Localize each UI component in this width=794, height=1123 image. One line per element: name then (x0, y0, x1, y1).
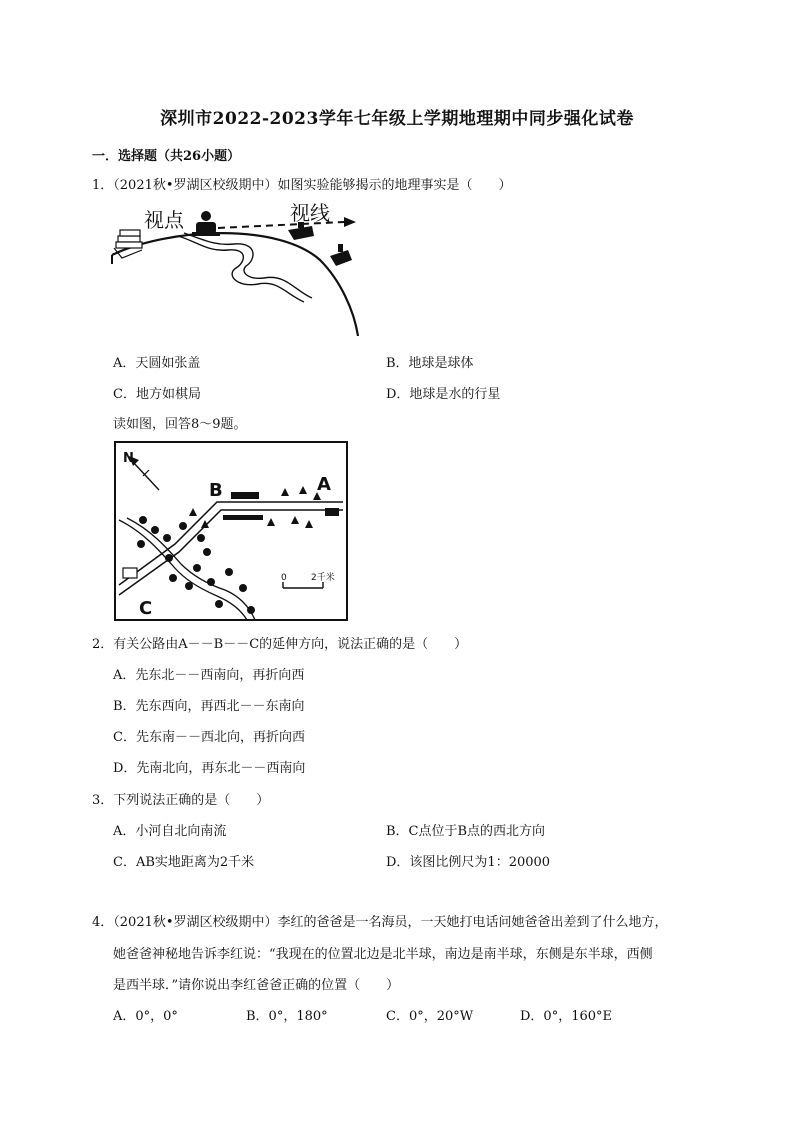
books-icon (114, 230, 142, 258)
q3-option-d[interactable]: D．该图比例尺为1：20000 (386, 855, 551, 870)
observer-icon (192, 211, 220, 236)
north-label: N (123, 451, 134, 466)
q4-option-a[interactable]: A．0°，0° (113, 1009, 178, 1024)
horizon-experiment-figure (108, 200, 366, 340)
road-map-figure (113, 440, 349, 622)
q4-option-b[interactable]: B．0°，180° (246, 1009, 328, 1024)
scale-zero-label: 0 (281, 573, 287, 583)
question-4-stem-line-3: 是西半球．”请你说出李红爸爸正确的位置（ ） (113, 978, 400, 993)
q1-option-b[interactable]: B．地球是球体 (386, 356, 474, 371)
question-2-stem: 2．有关公路由A－－B－－C的延伸方向，说法正确的是（ ） (92, 637, 468, 652)
q1-option-d[interactable]: D．地球是水的行星 (386, 387, 501, 402)
q2-option-b[interactable]: B．先东西向，再西北－－东南向 (113, 699, 305, 714)
sightline-label: 视线 (290, 201, 330, 225)
q2-option-c[interactable]: C．先东南－－西北向，再折向西 (113, 730, 305, 745)
page-title: 深圳市2022-2023学年七年级上学期地理期中同步强化试卷 (160, 109, 634, 129)
viewpoint-label: 视点 (144, 208, 184, 232)
q3-option-c[interactable]: C．AB实地距离为2千米 (113, 855, 255, 870)
q2-option-a[interactable]: A．先东北－－西南向，再折向西 (113, 668, 305, 683)
point-c-label: C (139, 598, 153, 619)
point-a-label: A (317, 474, 331, 495)
question-1-stem: 1．（2021秋•罗湖区校级期中）如图实验能够揭示的地理事实是（ ） (92, 178, 512, 193)
scale-km-label: 2千米 (311, 573, 335, 583)
question-4-stem-line-2: 她爸爸神秘地告诉李红说：“我现在的位置北边是北半球，南边是南半球，东侧是东半球，西侧 (113, 947, 653, 962)
point-b-label: B (209, 480, 223, 501)
ship-icon (330, 244, 352, 266)
q4-option-c[interactable]: C．0°，20°W (386, 1009, 474, 1024)
q4-option-d[interactable]: D．0°，160°E (520, 1009, 612, 1024)
question-4-stem-line-1: 4．（2021秋•罗湖区校级期中）李红的爸爸是一名海员，一天她打电话问她爸爸出差到了什么地方， (92, 915, 668, 930)
q2-option-d[interactable]: D．先南北向，再东北－－西南向 (113, 761, 306, 776)
q1-option-c[interactable]: C．地方如棋局 (113, 387, 201, 402)
q3-option-a[interactable]: A．小河自北向南流 (113, 824, 227, 839)
q1-option-a[interactable]: A．天圆如张盖 (113, 356, 201, 371)
section-heading: 一．选择题（共26小题） (92, 149, 241, 164)
q3-option-b[interactable]: B．C点位于B点的西北方向 (386, 824, 546, 839)
question-3-stem: 3．下列说法正确的是（ ） (92, 793, 270, 808)
intro-text: 读如图，回答8～9题。 (113, 417, 247, 432)
